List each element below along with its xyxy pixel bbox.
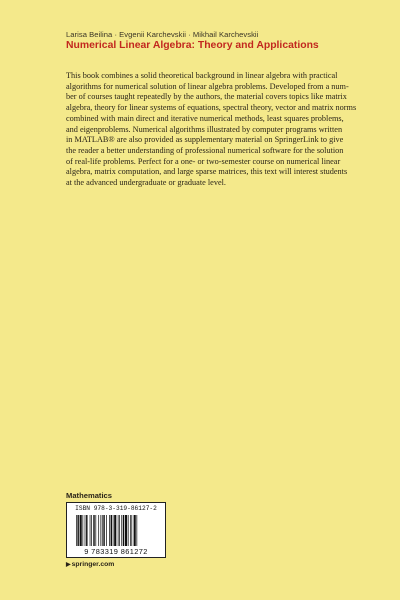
- description-line: algebra, matrix computation, and large sparse matrices, this text will interest students: [66, 167, 348, 177]
- barcode-bar: [98, 515, 99, 546]
- description-line: algebra, theory for linear systems of equations, spectral theory, vector and matrix norms: [66, 103, 357, 113]
- barcode-bar: [130, 515, 131, 546]
- barcode-bar: [114, 515, 116, 546]
- barcode-bar: [86, 515, 87, 546]
- isbn-label: ISBN 978-3-319-86127-2: [75, 505, 157, 512]
- description-line: the reader a better understanding of professional numerical software for the solution: [66, 145, 344, 155]
- isbn-barcode: [66, 502, 166, 558]
- barcode-bar: [93, 515, 94, 546]
- description-line: combined with main direct and iterative numerical methods, least squares problems,: [66, 113, 344, 123]
- barcode-bar: [119, 515, 120, 546]
- barcode-bar: [106, 515, 107, 546]
- barcode-bar: [111, 515, 112, 546]
- barcode-bar: [100, 515, 101, 546]
- barcode-bar: [95, 515, 96, 546]
- description-line: of real-life problems. Perfect for a one- or two-semester course on numerical linear: [66, 156, 341, 166]
- barcode-digits: 9 783319 861272: [84, 547, 148, 556]
- barcode-bar: [82, 515, 83, 546]
- subject-category: Mathematics: [66, 491, 113, 500]
- book-description: [66, 71, 357, 189]
- barcode-bar: [134, 515, 136, 546]
- barcode-bar: [109, 515, 110, 546]
- barcode-bar: [131, 515, 132, 546]
- barcode-bar: [125, 515, 127, 546]
- barcode-bar: [85, 515, 86, 546]
- barcode-bar: [121, 515, 122, 546]
- barcode-bar: [123, 515, 124, 546]
- barcode-bar: [76, 515, 77, 546]
- author-names: Larisa Beilina · Evgenii Karchevskii · Mikhail Karchevskii: [66, 30, 259, 39]
- description-line: This book combines a solid theoretical background in linear algebra with practical: [66, 71, 338, 80]
- barcode-bar: [77, 515, 78, 546]
- description-line: in MATLAB® are also provided as supplementary material on SpringerLink to give: [66, 135, 344, 145]
- publisher-website: [66, 561, 114, 568]
- barcode-bar: [128, 515, 129, 546]
- barcode-bar: [91, 515, 92, 546]
- barcode-bar: [136, 515, 137, 546]
- description-line: and eigenproblems. Numerical algorithms illustrated by computer programs written: [66, 124, 343, 134]
- triangle-right-icon: ▶: [66, 562, 71, 568]
- barcode-bar: [90, 515, 91, 546]
- barcode-bar: [118, 515, 119, 546]
- barcode-bar: [102, 515, 103, 546]
- website-label: springer.com: [71, 561, 115, 568]
- barcode-bar: [103, 515, 104, 546]
- barcode-bar: [113, 515, 114, 546]
- description-line: at the advanced undergraduate or graduate level.: [66, 178, 226, 188]
- barcode-bars: [76, 515, 160, 546]
- barcode-bar: [80, 515, 82, 546]
- book-title: Numerical Linear Algebra: Theory and Applications: [66, 40, 319, 51]
- description-line: ber of courses taught repeatedly by the authors, the material covers topics like matrix: [66, 92, 347, 102]
- description-line: algorithms for numerical solution of linear algebra problems. Developed from a num-: [66, 81, 349, 91]
